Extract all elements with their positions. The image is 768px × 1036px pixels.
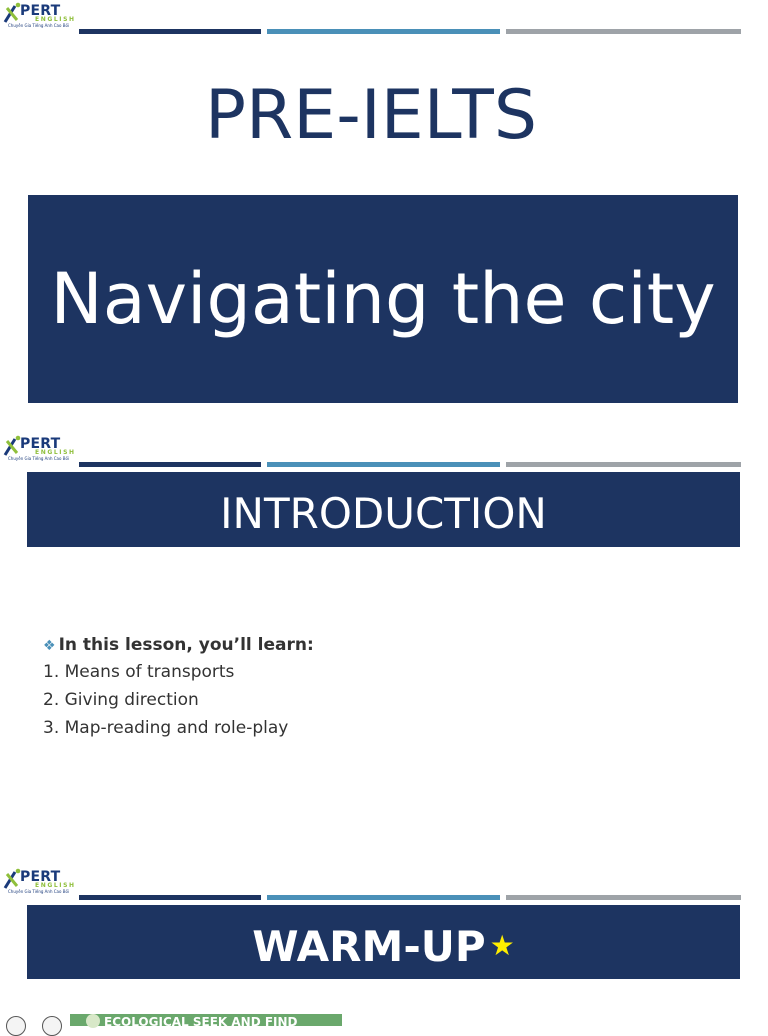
header-bar-blue <box>267 29 500 34</box>
section-title: INTRODUCTION <box>220 489 547 538</box>
warmup-banner <box>27 905 740 979</box>
list-item: 3. Map-reading and role-play <box>43 718 289 738</box>
outline-heading-row <box>43 633 314 658</box>
header-bars <box>79 29 741 34</box>
header-bar-gray <box>506 29 741 34</box>
xpert-logo <box>3 868 79 898</box>
logo-wordmark: PERT <box>20 436 61 452</box>
circle-icon <box>42 1016 62 1036</box>
header-bar-gray <box>506 462 741 467</box>
lesson-outline <box>43 633 314 742</box>
logo-sub: ENGLISH <box>35 882 76 889</box>
circle-icon <box>6 1016 26 1036</box>
preview-strip-label: ECOLOGICAL SEEK AND FIND <box>104 1015 298 1029</box>
header-bar-navy <box>79 895 261 900</box>
logo-wordmark: PERT <box>20 869 61 885</box>
header-bars <box>79 462 741 467</box>
header-bar-gray <box>506 895 741 900</box>
star-icon: ★ <box>489 929 515 962</box>
header-bar-navy <box>79 29 261 34</box>
xpert-logo <box>3 435 79 465</box>
leaf-icon <box>86 1014 100 1028</box>
logo-tagline: Chuyên Gia Tiếng Anh Cao Bồi <box>8 23 70 28</box>
list-item: 2. Giving direction <box>43 690 199 710</box>
lesson-title: Navigating the city <box>50 258 716 340</box>
preview-strip <box>70 1014 342 1029</box>
logo-sub: ENGLISH <box>35 16 76 23</box>
xpert-logo <box>3 2 79 32</box>
header-bar-navy <box>79 462 261 467</box>
list-item: 1. Means of transports <box>43 662 235 682</box>
outline-heading: In this lesson, you’ll learn: <box>58 635 314 655</box>
next-slide-preview <box>0 1012 345 1029</box>
course-title: PRE-IELTS <box>205 76 537 155</box>
header-bars <box>79 895 741 900</box>
title-banner <box>28 195 738 403</box>
logo-sub: ENGLISH <box>35 449 76 456</box>
header-bar-blue <box>267 895 500 900</box>
logo-tagline: Chuyên Gia Tiếng Anh Cao Bồi <box>8 456 70 461</box>
diamond-bullet-icon: ❖ <box>43 638 56 654</box>
logo-tagline: Chuyên Gia Tiếng Anh Cao Bồi <box>8 889 70 894</box>
logo-wordmark: PERT <box>20 3 61 19</box>
warmup-title: WARM-UP <box>252 922 486 971</box>
header-bar-blue <box>267 462 500 467</box>
section-banner <box>27 472 740 547</box>
